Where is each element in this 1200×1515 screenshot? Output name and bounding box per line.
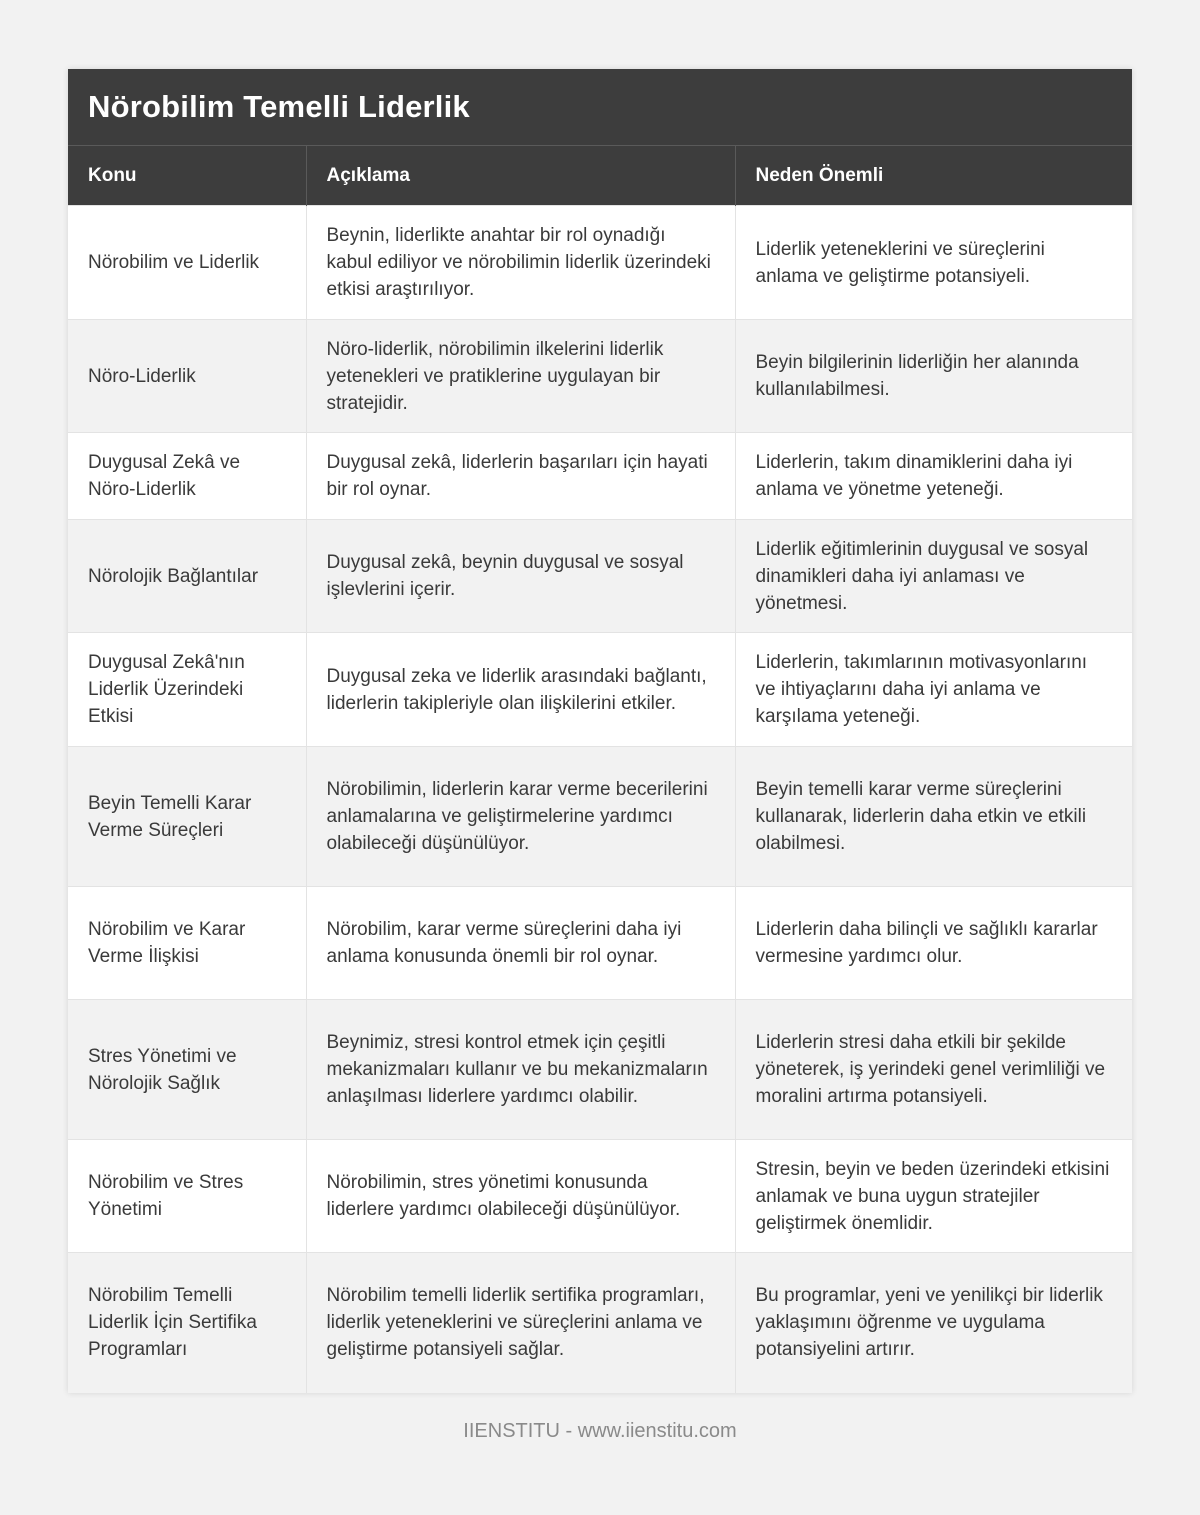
cell-neden-onemli: Stresin, beyin ve beden üzerindeki etkisini anlamak ve buna uygun stratejiler geliştirmek önemlidir.	[735, 1140, 1132, 1253]
cell-neden-onemli: Bu programlar, yeni ve yenilikçi bir liderlik yaklaşımını öğrenme ve uygulama potansiyelini artırır.	[735, 1253, 1132, 1393]
header-aciklama: Açıklama	[306, 146, 735, 206]
cell-konu: Nörobilim Temelli Liderlik İçin Sertifika Programları	[68, 1253, 306, 1393]
cell-konu: Nörolojik Bağlantılar	[68, 520, 306, 633]
header-konu: Konu	[68, 146, 306, 206]
cell-neden-onemli: Liderlerin stresi daha etkili bir şekilde yöneterek, iş yerindeki genel verimliliği ve moralini artırma potansiyeli.	[735, 1000, 1132, 1140]
cell-aciklama: Nöro-liderlik, nörobilimin ilkelerini liderlik yetenekleri ve pratiklerine uygulayan bir stratejidir.	[306, 320, 735, 433]
cell-aciklama: Nörobilim, karar verme süreçlerini daha iyi anlama konusunda önemli bir rol oynar.	[306, 887, 735, 1000]
cell-konu: Nöro-Liderlik	[68, 320, 306, 433]
cell-konu: Nörobilim ve Liderlik	[68, 206, 306, 320]
header-neden-onemli: Neden Önemli	[735, 146, 1132, 206]
cell-neden-onemli: Liderlerin, takım dinamiklerini daha iyi anlama ve yönetme yeteneği.	[735, 433, 1132, 520]
table-row	[68, 206, 1132, 320]
cell-aciklama: Nörobilimin, stres yönetimi konusunda liderlere yardımcı olabileceği düşünülüyor.	[306, 1140, 735, 1253]
cell-neden-onemli: Liderlik yeteneklerini ve süreçlerini anlama ve geliştirme potansiyeli.	[735, 206, 1132, 320]
data-table	[68, 145, 1132, 1393]
cell-aciklama: Duygusal zekâ, beynin duygusal ve sosyal işlevlerini içerir.	[306, 520, 735, 633]
cell-neden-onemli: Liderlerin daha bilinçli ve sağlıklı kararlar vermesine yardımcı olur.	[735, 887, 1132, 1000]
table-title: Nörobilim Temelli Liderlik	[68, 69, 1132, 145]
cell-konu: Stres Yönetimi ve Nörolojik Sağlık	[68, 1000, 306, 1140]
cell-konu: Duygusal Zekâ'nın Liderlik Üzerindeki Etkisi	[68, 633, 306, 747]
table-row	[68, 887, 1132, 1000]
cell-aciklama: Beynimiz, stresi kontrol etmek için çeşitli mekanizmaları kullanır ve bu mekanizmaların anlaşılması liderlere yardımcı olabilir.	[306, 1000, 735, 1140]
table-row	[68, 633, 1132, 747]
table-row	[68, 433, 1132, 520]
table-row	[68, 520, 1132, 633]
cell-neden-onemli: Liderlik eğitimlerinin duygusal ve sosyal dinamikleri daha iyi anlaması ve yönetmesi.	[735, 520, 1132, 633]
cell-neden-onemli: Beyin bilgilerinin liderliğin her alanında kullanılabilmesi.	[735, 320, 1132, 433]
table-row	[68, 1000, 1132, 1140]
cell-aciklama: Beynin, liderlikte anahtar bir rol oynadığı kabul ediliyor ve nörobilimin liderlik üzerindeki etkisi araştırılıyor.	[306, 206, 735, 320]
table-row	[68, 1140, 1132, 1253]
cell-konu: Nörobilim ve Stres Yönetimi	[68, 1140, 306, 1253]
cell-aciklama: Nörobilimin, liderlerin karar verme becerilerini anlamalarına ve geliştirmelerine yardımcı olabileceği düşünülüyor.	[306, 747, 735, 887]
table-row	[68, 320, 1132, 433]
cell-aciklama: Nörobilim temelli liderlik sertifika programları, liderlik yeteneklerini ve süreçlerini anlama ve geliştirme potansiyeli sağlar.	[306, 1253, 735, 1393]
table-card	[68, 69, 1132, 1393]
header-row	[68, 146, 1132, 206]
cell-neden-onemli: Liderlerin, takımlarının motivasyonlarını ve ihtiyaçlarını daha iyi anlama ve karşılama yeteneği.	[735, 633, 1132, 747]
cell-konu: Duygusal Zekâ ve Nöro-Liderlik	[68, 433, 306, 520]
cell-konu: Beyin Temelli Karar Verme Süreçleri	[68, 747, 306, 887]
footer-credit: IIENSTITU - www.iienstitu.com	[463, 1420, 737, 1442]
cell-konu: Nörobilim ve Karar Verme İlişkisi	[68, 887, 306, 1000]
cell-aciklama: Duygusal zeka ve liderlik arasındaki bağlantı, liderlerin takipleriyle olan ilişkilerini etkiler.	[306, 633, 735, 747]
cell-neden-onemli: Beyin temelli karar verme süreçlerini kullanarak, liderlerin daha etkin ve etkili olabilmesi.	[735, 747, 1132, 887]
cell-aciklama: Duygusal zekâ, liderlerin başarıları için hayati bir rol oynar.	[306, 433, 735, 520]
table-row	[68, 1253, 1132, 1393]
table-row	[68, 747, 1132, 887]
